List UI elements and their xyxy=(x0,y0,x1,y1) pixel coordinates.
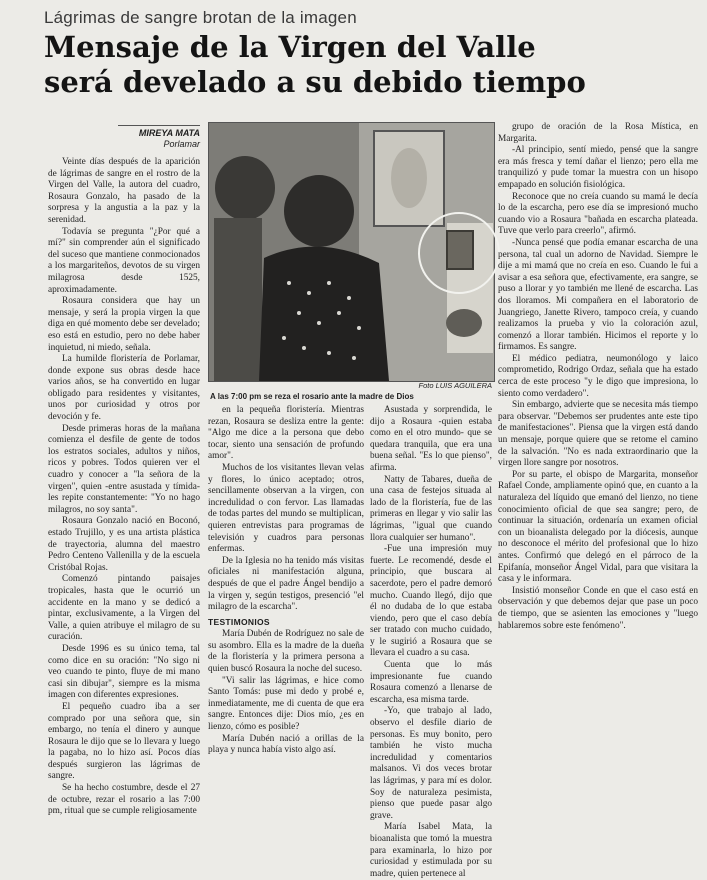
photo-credit: Foto LUIS AGUILERA xyxy=(418,381,492,390)
headline-line-2: será develado a su debido tiempo xyxy=(44,65,586,99)
paragraph: Desde 1996 es su único tema, tal como dice en su oración: "No sigo ni veo cuando te pinto, fluye de mi mano casi sin dibujar", siempre es la misma imagen con diferentes expresiones. xyxy=(48,643,200,701)
paragraph: María Isabel Mata, la bioanalista que tomó la muestra para examinarla, lo hizo por curiosidad y estimulada por su madre, quien pertenece al xyxy=(370,822,492,879)
paragraph: Sin embargo, advierte que se necesita más tiempo para observar. "Debemos ser prudentes ante este tipo de manifestaciones". Piensa que la virgen está dando un mensaje, porque quiere que se retome el camino de la salvación. "No es nada extraordinario que la virgen llore sangre por nosotros. xyxy=(498,400,698,469)
paragraph: María Dubén nació a orillas de la playa y nunca había visto algo así. xyxy=(208,733,364,756)
article-column-4 xyxy=(498,122,698,775)
article-column-1 xyxy=(48,157,200,817)
photo-caption: A las 7:00 pm se reza el rosario ante la madre de Dios xyxy=(210,392,414,401)
paragraph: -Nunca pensé que podía emanar escarcha de una persona, tal cual un adorno de Navidad. Siempre le dije a mi mamá que no creía en eso. Cuando le fui a avisar a esa señora que, efectivamente, era sangre, se puso a llorar y yo también me llené de escarcha. Las dos lloramos. Mi compañera en el laboratorio de Juangriego, Janette Rivero, tampoco creía, y cuando realizamos la prueba y vio la coloración azul, comenzó a llorar también. Hicimos el reporte y lo firmamos. Es sangre. xyxy=(498,237,698,353)
paragraph: -Yo, que trabajo al lado, observo el desfile diario de personas. Es muy bonito, pero también he visto mucha incredulidad y comentarios malsanos. Vi dos veces brotar las lágrimas, y para mí es dolor. Soy de naturaleza pesimista, pienso que puede pasar algo grave. xyxy=(370,706,492,821)
kicker: Lágrimas de sangre brotan de la imagen xyxy=(44,8,357,27)
paragraph: Reconoce que no creía cuando su mamá le decía lo de la escarcha, pero ese día se impresionó mucho cuando vio a Rosaura "bañada en escarcha plateada. Tuve que verlo para creerlo", afirmó. xyxy=(498,191,698,237)
paragraph: Se ha hecho costumbre, desde el 27 de octubre, rezar el rosario a las 7:00 pm, ritual que se cumple religiosamente xyxy=(48,783,200,817)
paragraph: Muchos de los visitantes llevan velas y flores, lo único aceptado; otros, sencillamente observan a la virgen, con incredulidad o con fervor. Las llamadas de todas partes del mundo se multiplican, quieren entrevistas para programas de televisión y cuadros para personas enfermas. xyxy=(208,462,364,555)
news-photo xyxy=(208,122,495,382)
byline-outlet: Porlamar xyxy=(163,139,200,149)
paragraph: -Al principio, sentí miedo, pensé que la sangre era más fresca y temí dañar el lienzo; pero ella me tranquilizó y pude tomar la muestra con un hisopo empapado en solución fisiológica. xyxy=(498,145,698,190)
paragraph: De la Iglesia no ha tenido más visitas oficiales ni manifestación alguna, después de que el padre Ángel bendijo a la virgen y, según testigos, presenció "el milagro de la escarcha". xyxy=(208,555,364,613)
article-column-2 xyxy=(208,405,364,775)
section-subhead: TESTIMONIOS xyxy=(208,616,270,627)
paragraph: Rosaura Gonzalo nació en Boconó, estado Trujillo, y es una artista plástica de trayectoria, alumna del maestro Pedro Centeno Vallenilla y de la escuela Cristóbal Rojas. xyxy=(48,516,200,573)
paragraph: grupo de oración de la Rosa Mística, en Margarita. xyxy=(498,122,698,144)
paragraph: El médico pediatra, neumonólogo y laico comprometido, Rodrigo Ordaz, señala que ha estado cerca de este proceso "y le digo que impresiona, lo siento como verdadero". xyxy=(498,353,698,399)
paragraph: Insistió monseñor Conde en que el caso está en observación y que debemos dejar que pase un poco de tiempo, que se asienten las emociones y "luego hablaremos sobre este fenómeno". xyxy=(498,585,698,631)
paragraph: -Fue una impresión muy fuerte. Le recomendé, desde el principio, que buscara al sacerdote, pero el padre demoró mucho. Cuando llegó, dijo que él no dudaba de lo que estaba viendo, pero que el caso debía ser tratado con mucho cuidado, y le sugirió a Rosaura que se llevara el cuadro a su casa. xyxy=(370,544,492,659)
paragraph: Rosaura considera que hay un mensaje, y será la propia virgen la que diga en qué momento debe ser develado; eso está en estudio, pero no debe haber inquietud, ni miedo, señala. xyxy=(48,296,200,353)
paragraph: en la pequeña floristería. Mientras rezan, Rosaura se desliza entre la gente: "Algo me dice a la persona que debo tocar, siento una sensación de profundo amor". xyxy=(208,405,364,462)
byline xyxy=(118,125,200,150)
paragraph: Comenzó pintando paisajes tropicales, hasta que le ocurrió un accidente en la mano y se dedicó a pintar, exclusivamente, a la Virgen del Valle, a quien atribuye el milagro de su curación. xyxy=(48,574,200,643)
paragraph: Por su parte, el obispo de Margarita, monseñor Rafael Conde, ampliamente opinó que, en cuanto a la naturaleza del líquido que emanó del lienzo, no tiene conocimiento oficial de que sea sangre; pero, de continuar la situación, ordenaría un examen oficial con un bioanalista delegado por la diócesis, aunque no desconoce el mérito del profesional que lo hizo antes. Confirmó que delegó en el párroco de la Epifanía, monseñor Ángel Vidal, para que visitara la casa y le informara. xyxy=(498,469,698,585)
paragraph: Todavía se pregunta "¿Por qué a mí?" sin comprender aún el significado del suceso que mantiene conmocionados a los margariteños, devotos de su virgen milagrosa desde 1525, aproximadamente. xyxy=(48,226,200,295)
paragraph: La humilde floristería de Porlamar, donde expone sus obras desde hace varios años, se ha convertido en lugar obligado para residentes y visitantes, unos por curiosidad y otros por devoción y fe. xyxy=(48,354,200,423)
article-column-3 xyxy=(370,405,492,879)
paragraph: Veinte días después de la aparición de lágrimas de sangre en el rostro de la Virgen del Valle, la autora del cuadro, Rosaura Gonzalo, ha pasado de la sorpresa y la angustia a la paz y la serenidad. xyxy=(48,157,200,225)
paragraph: "Vi salir las lágrimas, e hice como Santo Tomás: puse mi dedo y probé e, inmediatamente, me di cuenta de que era sangre. Entonces dije: Dios mío, ¿es en lienzo, cómo es posible? xyxy=(208,675,364,733)
paragraph: María Dubén de Rodríguez no sale de su asombro. Ella es la madre de la dueña de la floristería y la primera persona a quien buscó Rosaura la noche del suceso. xyxy=(208,629,364,675)
byline-author: MIREYA MATA xyxy=(118,125,200,139)
paragraph: Natty de Tabares, dueña de una casa de festejos situada al lado de la floristería, fue de las primeras en llegar y vio salir las lágrimas, "igual que cuando llora cualquier ser humano". xyxy=(370,474,492,543)
paragraph: El pequeño cuadro iba a ser comprado por una señora que, sin embargo, no tenía el dinero y aunque Rosaura le dijo que se lo llevara y luego la pagaba, no lo hizo así. Pocos días después surgieron las lágrimas de sangre. xyxy=(48,701,200,782)
paragraph: Desde primeras horas de la mañana comienza el desfile de gente de todos los estratos sociales, adultos y niños, ricos y pobres. Todos quieren ver el cuadro y conocer a "la señora de la virgen", quien -entre asustada y tímida- les repite constantemente: "Yo no hago milagros, no soy santa". xyxy=(48,423,200,515)
paragraph: Asustada y sorprendida, le dijo a Rosaura -quien estaba como en el otro mundo- que se quedara tranquila, que era una buena señal. "Es lo que pienso", afirma. xyxy=(370,405,492,473)
headline xyxy=(44,30,694,100)
paragraph: Cuenta que lo más impresionante fue cuando Rosaura comenzó a llenarse de escarcha, esa misma tarde. xyxy=(370,660,492,705)
headline-line-1: Mensaje de la Virgen del Valle xyxy=(44,30,536,64)
